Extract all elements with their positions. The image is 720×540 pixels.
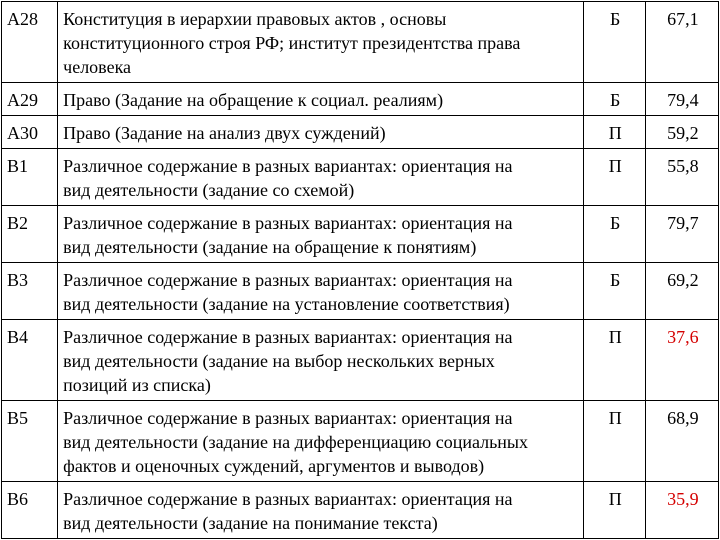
description-line: конституционного строя РФ; институт президентства права	[63, 33, 521, 53]
item-description-cell	[58, 401, 583, 482]
score-cell: 79,7	[645, 206, 718, 263]
score-cell: 79,4	[645, 83, 718, 116]
score-cell: 59,2	[645, 116, 718, 149]
description-line: позиций из списка)	[63, 375, 211, 395]
description-line: фактов и оценочных суждений, аргументов и выводов)	[63, 456, 485, 476]
description-line: вид деятельности (задание на установление соответствия)	[63, 294, 510, 314]
item-description-cell	[58, 263, 583, 320]
score-cell: 55,8	[645, 149, 718, 206]
description-line: человека	[63, 57, 132, 77]
description-line: вид деятельности (задание со схемой)	[63, 180, 355, 200]
results-table	[1, 1, 719, 539]
table-row	[2, 401, 719, 482]
results-table-body	[2, 2, 719, 539]
description-line: Право (Задание на анализ двух суждений)	[63, 123, 386, 143]
item-code-cell: B2	[2, 206, 58, 263]
item-code-cell: B3	[2, 263, 58, 320]
difficulty-level-cell: П	[583, 482, 645, 539]
table-row	[2, 482, 719, 539]
item-code-cell: B6	[2, 482, 58, 539]
item-description-cell	[58, 320, 583, 401]
table-row	[2, 2, 719, 83]
difficulty-level-cell: П	[583, 401, 645, 482]
item-description-cell	[58, 2, 583, 83]
table-row	[2, 149, 719, 206]
description-line: Различное содержание в разных вариантах: ориентация на	[63, 327, 513, 347]
score-cell: 67,1	[645, 2, 718, 83]
score-cell: 69,2	[645, 263, 718, 320]
description-line: Различное содержание в разных вариантах: ориентация на	[63, 213, 513, 233]
difficulty-level-cell: П	[583, 116, 645, 149]
score-cell-low: 35,9	[645, 482, 718, 539]
item-description-cell	[58, 482, 583, 539]
description-line: Конституция в иерархии правовых актов , основы	[63, 9, 447, 29]
description-line: Право (Задание на обращение к социал. реалиям)	[63, 90, 444, 110]
item-code-cell: B1	[2, 149, 58, 206]
difficulty-level-cell: Б	[583, 2, 645, 83]
table-row	[2, 320, 719, 401]
table-row	[2, 116, 719, 149]
description-line: Различное содержание в разных вариантах: ориентация на	[63, 156, 513, 176]
table-row	[2, 83, 719, 116]
description-line: Различное содержание в разных вариантах: ориентация на	[63, 489, 513, 509]
score-cell-low: 37,6	[645, 320, 718, 401]
difficulty-level-cell: П	[583, 149, 645, 206]
description-line: вид деятельности (задание на выбор нескольких верных	[63, 351, 495, 371]
item-code-cell: A30	[2, 116, 58, 149]
item-code-cell: B4	[2, 320, 58, 401]
item-description-cell	[58, 206, 583, 263]
description-line: вид деятельности (задание на дифференциацию социальных	[63, 432, 529, 452]
description-line: Различное содержание в разных вариантах: ориентация на	[63, 408, 513, 428]
table-row	[2, 206, 719, 263]
difficulty-level-cell: П	[583, 320, 645, 401]
difficulty-level-cell: Б	[583, 206, 645, 263]
description-line: вид деятельности (задание на понимание текста)	[63, 513, 438, 533]
item-description-cell	[58, 83, 583, 116]
item-description-cell	[58, 149, 583, 206]
item-code-cell: B5	[2, 401, 58, 482]
score-cell: 68,9	[645, 401, 718, 482]
item-code-cell: A28	[2, 2, 58, 83]
table-row	[2, 263, 719, 320]
difficulty-level-cell: Б	[583, 263, 645, 320]
item-code-cell: A29	[2, 83, 58, 116]
difficulty-level-cell: Б	[583, 83, 645, 116]
description-line: вид деятельности (задание на обращение к понятиям)	[63, 237, 477, 257]
description-line: Различное содержание в разных вариантах: ориентация на	[63, 270, 513, 290]
item-description-cell	[58, 116, 583, 149]
